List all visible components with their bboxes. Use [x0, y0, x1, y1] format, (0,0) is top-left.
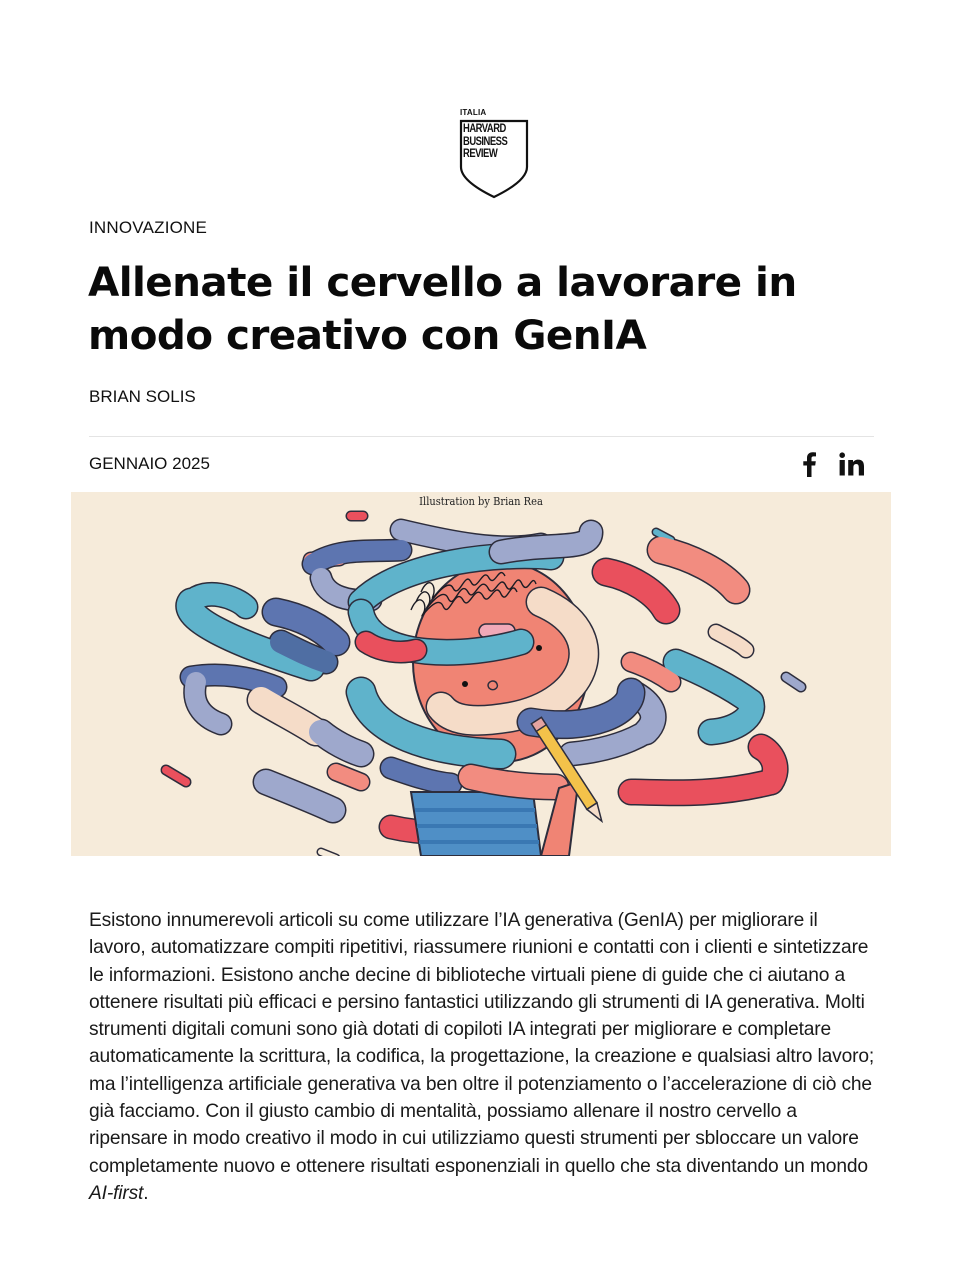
paragraph-text: Esistono innumerevoli articoli su come utilizzare l’IA generativa (GenIA) per migliorare il lavoro, automatizzare compiti ripetitivi, riassumere riunioni e contatti con i clienti e sintetizzare le informazioni. Esistono anche decine di biblioteche virtuali piene di guide che ci aiutano a ottenere risultati più efficaci e persino fantastici utilizzando gli strumenti di IA generativa. Molti strumenti digitali comuni sono già dotati di copiloti IA integrati per migliorare e completare automaticamente la scrittura, la codifica, la progettazione, la creazione e qualsiasi altro lavoro; ma l’intelligenza artificiale generativa va ben oltre il potenziamento o l’accelerazione di ciò che già facciamo. Con il giusto cambio di mentalità, possiamo allenare il nostro cervello a ripensare in modo creativo il modo in cui utilizziamo questi strumenti per sbloccare un valore completamente nuovo e ottenere risultati esponenziali in quello che sta diventando un mondo	[89, 910, 875, 1177]
share-facebook-button[interactable]	[796, 448, 822, 480]
article-body-paragraph	[89, 907, 879, 1207]
paragraph-end: .	[143, 1182, 149, 1204]
header-divider	[89, 436, 874, 437]
wordmark-line: HARVARD	[463, 123, 506, 135]
hero-illustration	[71, 492, 891, 856]
illustration-credit: Illustration by Brian Rea	[419, 494, 543, 508]
wordmark-line: REVIEW	[463, 148, 498, 160]
paragraph-emphasis: AI-first	[89, 1182, 144, 1204]
ribbon-person-illustration	[71, 492, 891, 856]
article-title: Allenate il cervello a lavorare in modo creativo con GenIA	[88, 258, 797, 359]
logo-region: ITALIA	[460, 108, 487, 117]
facebook-icon	[801, 451, 817, 477]
article-author[interactable]: BRIAN SOLIS	[89, 387, 196, 406]
logo-wordmark	[463, 123, 514, 161]
wordmark-line: BUSINESS	[463, 135, 508, 148]
article-date: GENNAIO 2025	[89, 454, 210, 473]
article-category[interactable]: INNOVAZIONE	[89, 218, 208, 237]
hbr-italia-logo[interactable]	[456, 108, 532, 200]
share-linkedin-button[interactable]	[836, 448, 868, 480]
linkedin-icon	[839, 452, 865, 476]
